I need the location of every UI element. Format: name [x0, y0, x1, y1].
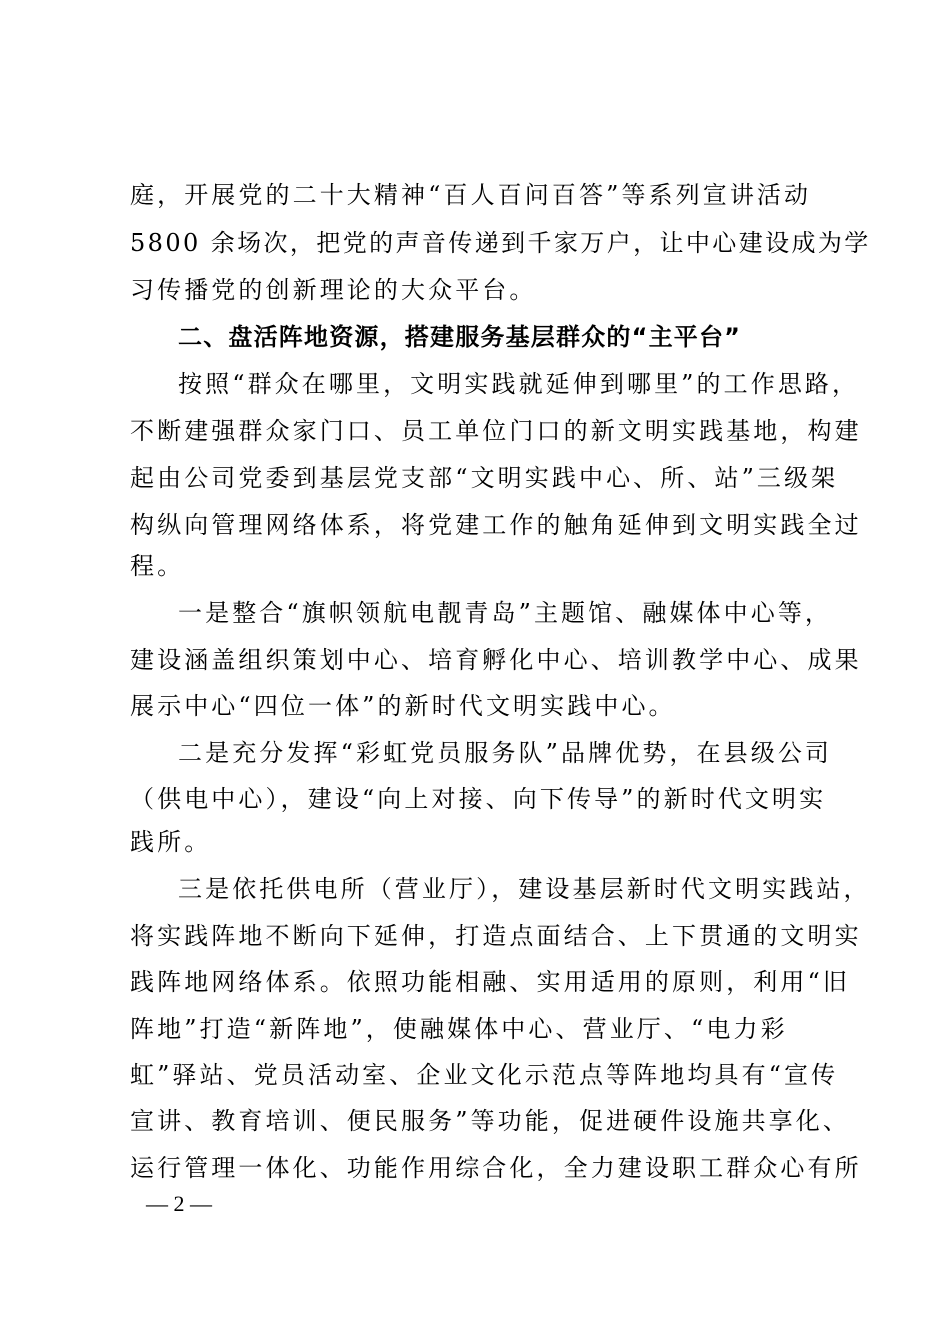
body-text-line: 三是依托供电所（营业厅），建设基层新时代文明实践站，: [178, 875, 871, 903]
body-text-line: 不断建强群众家门口、员工单位门口的新文明实践基地，构建: [130, 417, 862, 445]
body-text-line: 将实践阵地不断向下延伸，打造点面结合、上下贯通的文明实: [130, 922, 862, 950]
page-number: — 2 —: [146, 1191, 212, 1216]
body-text-line: 5800 余场次，把党的声音传递到千家万户，让中心建设成为学: [130, 229, 871, 257]
body-text-line: 建设涵盖组织策划中心、培育孵化中心、培训教学中心、成果: [130, 646, 862, 674]
body-text-line: 践所。: [130, 828, 212, 856]
body-text-line: 宣讲、教育培训、便民服务”等功能，促进硬件设施共享化、: [130, 1107, 850, 1135]
body-text-line: 一是整合“旗帜领航电靓青岛”主题馆、融媒体中心等，: [178, 599, 833, 627]
body-text-line: 构纵向管理网络体系，将党建工作的触角延伸到文明实践全过: [130, 511, 862, 539]
body-text-line: 程。: [130, 552, 185, 580]
body-text-line: 展示中心“四位一体”的新时代文明实践中心。: [130, 692, 676, 720]
body-text-line: 起由公司党委到基层党支部“文明实践中心、所、站”三级架: [130, 464, 839, 492]
body-text-line: （供电中心），建设“向上对接、向下传导”的新时代文明实: [130, 785, 827, 813]
body-text-line: 运行管理一体化、功能作用综合化，全力建设职工群众心有所: [130, 1154, 862, 1182]
body-text-line: 二是充分发挥“彩虹党员服务队”品牌优势，在县级公司: [178, 739, 833, 767]
body-text-line: 庭，开展党的二十大精神“百人百问百答”等系列宣讲活动: [130, 181, 812, 209]
body-text-line: 按照“群众在哪里，文明实践就延伸到哪里”的工作思路，: [178, 370, 860, 398]
body-text-line: 习传播党的创新理论的大众平台。: [130, 276, 537, 304]
body-text-line: 阵地”打造“新阵地”，使融媒体中心、营业厅、“电力彩: [130, 1015, 788, 1043]
section-heading: 二、盘活阵地资源，搭建服务基层群众的“主平台”: [178, 323, 742, 351]
body-text-line: 践阵地网络体系。依照功能相融、实用适用的原则，利用“旧: [130, 968, 850, 996]
body-text-line: 虹”驿站、党员活动室、企业文化示范点等阵地均具有“宣传: [130, 1061, 839, 1089]
